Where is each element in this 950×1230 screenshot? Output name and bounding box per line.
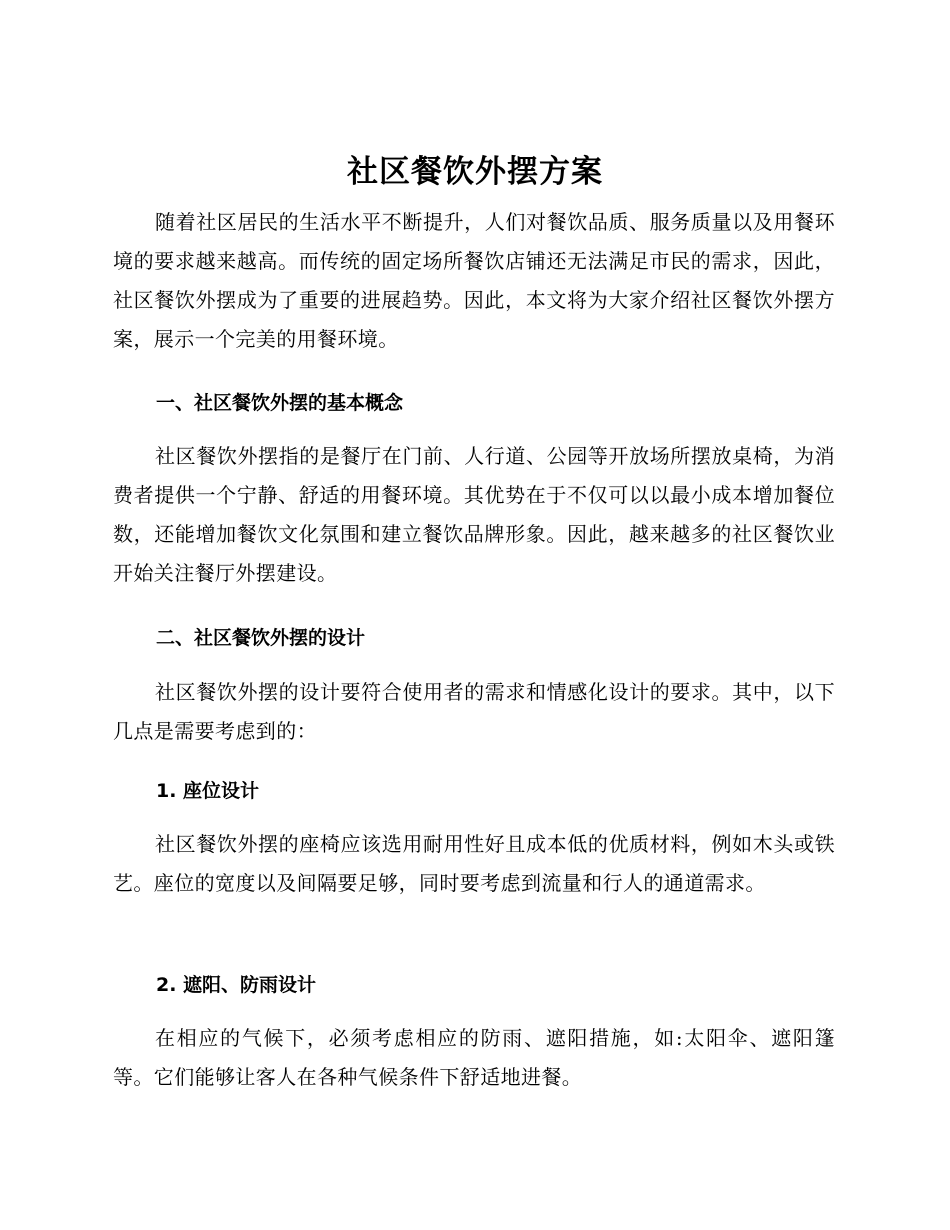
subsection-1-heading: 1. 座位设计 [156, 780, 260, 802]
section-2-paragraph: 社区餐饮外摆的设计要符合使用者的需求和情感化设计的要求。其中，以下几点是需要考虑到的： [113, 680, 835, 743]
section-2-heading: 二、社区餐饮外摆的设计 [156, 627, 366, 649]
section-1-paragraph: 社区餐饮外摆指的是餐厅在门前、人行道、公园等开放场所摆放桌椅，为消费者提供一个宁静、舒适的用餐环境。其优势在于不仅可以以最小成本增加餐位数，还能增加餐饮文化氛围和建立餐饮品牌形象。因此，越来越多的社区餐饮业开始关注餐厅外摆建设。 [113, 444, 835, 585]
subsection-2-paragraph: 在相应的气候下，必须考虑相应的防雨、遮阳措施，如:太阳伞、遮阳篷等。它们能够让客人在各种气候条件下舒适地进餐。 [113, 1026, 835, 1089]
document-title: 社区餐饮外摆方案 [347, 154, 603, 190]
subsection-2-heading: 2. 遮阳、防雨设计 [156, 974, 317, 996]
section-1-heading: 一、社区餐饮外摆的基本概念 [156, 392, 404, 414]
intro-paragraph: 随着社区居民的生活水平不断提升，人们对餐饮品质、服务质量以及用餐环境的要求越来越高。而传统的固定场所餐饮店铺还无法满足市民的需求，因此，社区餐饮外摆成为了重要的进展趋势。因此，本文将为大家介绍社区餐饮外摆方案，展示一个完美的用餐环境。 [113, 210, 835, 351]
subsection-1-paragraph: 社区餐饮外摆的座椅应该选用耐用性好且成本低的优质材料，例如木头或铁艺。座位的宽度以及间隔要足够，同时要考虑到流量和行人的通道需求。 [113, 832, 835, 895]
